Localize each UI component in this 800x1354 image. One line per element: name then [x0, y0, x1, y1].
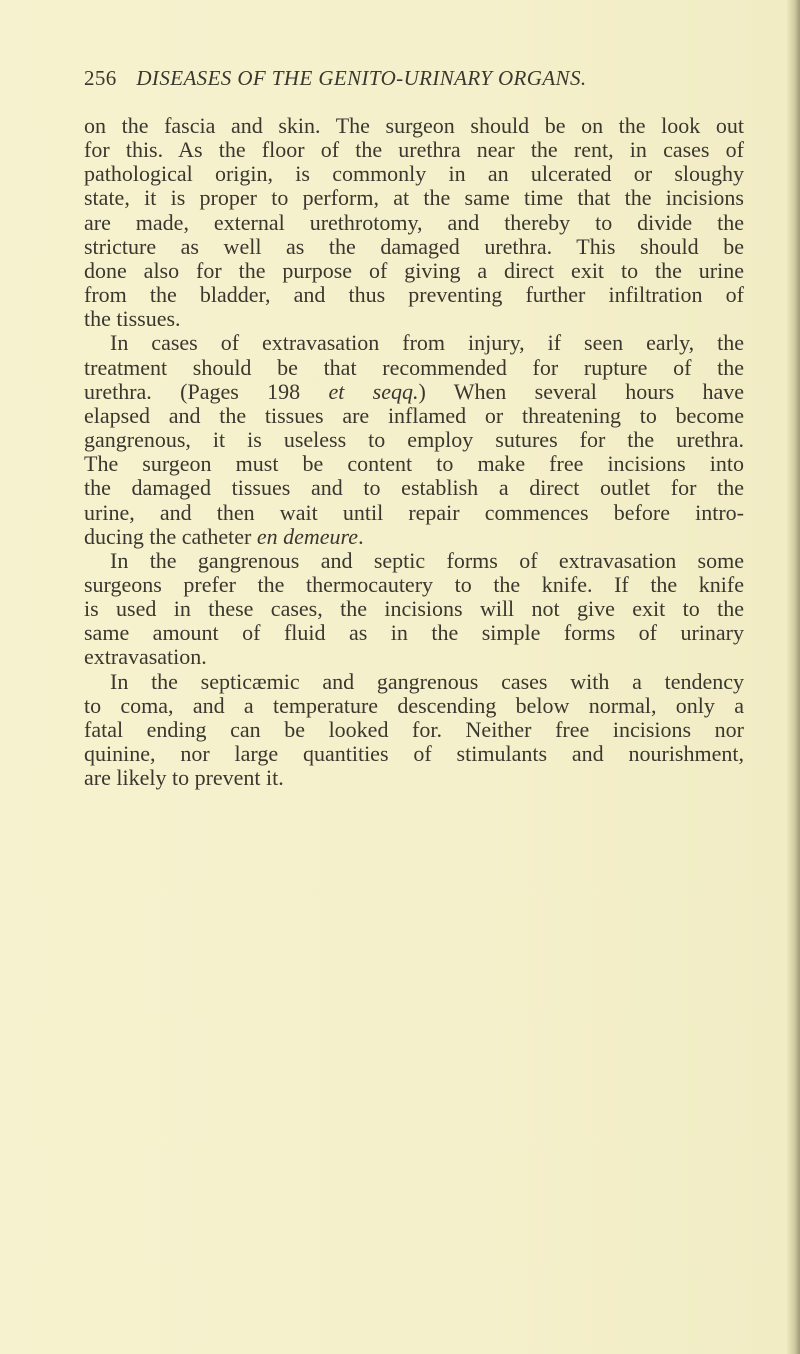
text-line: for this. As the floor of the urethra near the rent, in cases of: [84, 137, 744, 163]
text-run: urethra. (Pages 198: [84, 378, 329, 404]
text-line: done also for the purpose of giving a direct exit to the urine: [84, 257, 744, 283]
running-title: DISEASES OF THE GENITO-URINARY ORGANS.: [136, 66, 587, 90]
italic-run: en demeure: [256, 523, 359, 549]
text-line: is used in these cases, the incisions will not give exit to the: [84, 596, 744, 622]
text-line: fatal ending can be looked for. Neither free incisions nor: [84, 716, 744, 742]
text-line: elapsed and the tissues are inflamed or threatening to become: [84, 402, 744, 428]
text-line: In the septicæmic and gangrenous cases with a tendency: [110, 668, 744, 694]
text-run: .: [358, 523, 364, 549]
text-line: the tissues.: [84, 306, 181, 332]
text-line: to coma, and a temperature descending below normal, only a: [84, 692, 744, 718]
text-line: from the bladder, and thus preventing further infiltration of: [84, 282, 744, 308]
text-line: In the gangrenous and septic forms of extravasation some: [110, 547, 744, 573]
text-line: are likely to prevent it.: [84, 765, 284, 791]
page-number: 256: [84, 66, 117, 90]
paragraph-3: [84, 549, 744, 670]
text-line: stricture as well as the damaged urethra. This should be: [84, 233, 744, 259]
text-line: [84, 525, 744, 549]
text-line: surgeons prefer the thermocautery to the knife. If the knife: [84, 571, 744, 597]
text-line: are made, external urethrotomy, and thereby to divide the: [84, 209, 744, 235]
text-run: ducing the catheter: [84, 523, 257, 549]
body-text: [84, 114, 744, 790]
text-line: pathological origin, is commonly in an ulcerated or sloughy: [84, 161, 744, 187]
text-line: [84, 380, 744, 404]
text-line: In cases of extravasation from injury, if seen early, the: [110, 330, 744, 356]
text-line: same amount of fluid as in the simple forms of urinary: [84, 620, 744, 646]
text-line: The surgeon must be content to make free incisions into: [84, 451, 744, 477]
text-line: state, it is proper to perform, at the same time that the incisions: [84, 185, 744, 211]
text-line: extravasation.: [84, 644, 207, 670]
text-run: ) When several hours have: [418, 378, 745, 404]
text-line: the damaged tissues and to establish a direct outlet for the: [84, 475, 744, 501]
text-line: quinine, nor large quantities of stimulants and nourishment,: [84, 741, 744, 767]
text-line: gangrenous, it is useless to employ sutures for the urethra.: [84, 427, 744, 453]
paragraph-1: [84, 114, 744, 331]
text-line: treatment should be that recommended for rupture of the: [84, 354, 744, 380]
text-line: on the fascia and skin. The surgeon should be on the look out: [84, 113, 744, 138]
italic-run: et seqq.: [328, 378, 419, 404]
page-edge-shadow: [786, 0, 800, 1354]
text-line: urine, and then wait until repair commences before intro-: [84, 499, 744, 525]
running-header: [84, 66, 724, 98]
paragraph-2: [84, 331, 744, 548]
paragraph-4: [84, 670, 744, 791]
